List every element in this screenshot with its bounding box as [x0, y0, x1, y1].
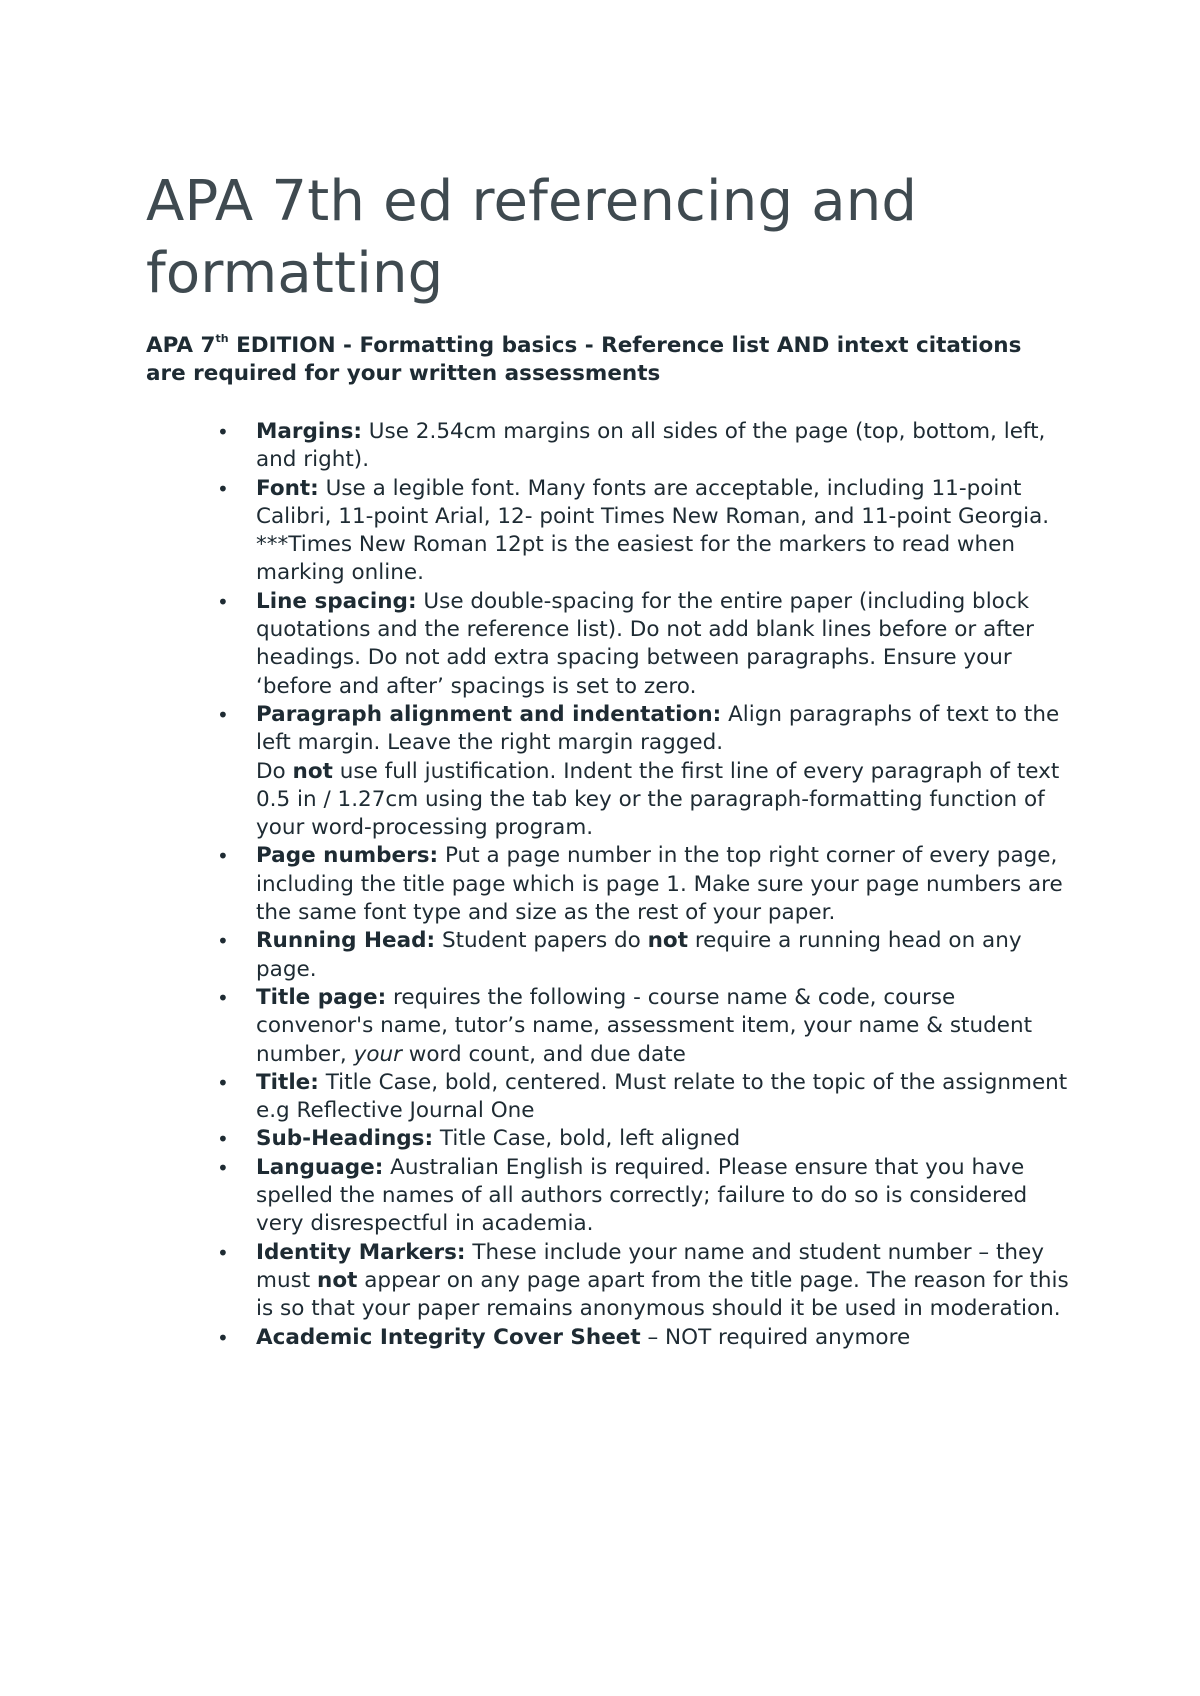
item-text: Use a legible font. Many fonts are acceptable, including 11-point Calibri, 11-point Arial, 12- point Times New Roman, and 11-point Georgia. ***Times New Roman 12pt is the easiest for the markers to read when marking online.: [256, 475, 1050, 586]
item-emphasis: not: [647, 928, 688, 954]
item-text-line: [256, 758, 1076, 843]
item-italic: your: [353, 1041, 402, 1067]
list-item-page-numbers: [256, 842, 1076, 927]
item-label: Paragraph alignment and indentation:: [256, 701, 722, 727]
item-emphasis: not: [292, 758, 333, 784]
list-item-language: [256, 1154, 1076, 1239]
item-text: Use 2.54cm margins on all sides of the page (top, bottom, left, and right).: [256, 419, 1046, 473]
item-text: Put a page number in the top right corner of every page, including the title page which is page 1. Make sure your page numbers are the same font type and size as the rest of your paper.: [256, 843, 1063, 926]
item-label: Line spacing:: [256, 588, 417, 614]
item-text: Title Case, bold, centered. Must relate to the topic of the assignment e.g Reflective Journal One: [256, 1069, 1068, 1124]
heading-part: EDITION - Formatting basics - Reference list AND intext citations are required for your written assessments: [146, 333, 1022, 386]
item-label: Title:: [256, 1069, 319, 1095]
item-text: use full justification. Indent the first line of every paragraph of text 0.5 in / 1.27cm using the tab key or the paragraph-formatting function of your word-processing program.: [256, 758, 1060, 841]
item-text: These include your name and student number – they must: [256, 1239, 1044, 1293]
list-item-identity-markers: [256, 1239, 1076, 1324]
item-text: Title Case, bold, left aligned: [433, 1126, 741, 1152]
item-text: appear on any page apart from the title page. The reason for this is so that your paper remains anonymous should it be used in moderation.: [256, 1267, 1069, 1322]
item-text: Do: [256, 758, 293, 784]
item-label: Font:: [256, 475, 319, 501]
item-text: Use double-spacing for the entire paper (including block quotations and the reference list). Do not add blank lines before or after headings. Do not add extra spacing between paragraphs. Ensure your ‘before and after’ spacings is set to zero.: [256, 588, 1034, 699]
item-text: requires the following - course name & code, course convenor's name, tutor’s name, assessment item, your name & student number,: [256, 984, 1033, 1067]
item-text: Student papers do: [435, 928, 648, 954]
list-item-line-spacing: [256, 588, 1076, 701]
list-item-sub-headings: [256, 1125, 1076, 1153]
list-item-cover-sheet: [256, 1324, 1076, 1352]
list-item-paragraph-alignment: [256, 701, 1076, 842]
heading-part: APA 7: [146, 333, 216, 358]
item-label: Title page:: [256, 984, 387, 1010]
item-text: Australian English is required. Please ensure that you have spelled the names of all authors correctly; failure to do so is considered very disrespectful in academia.: [256, 1154, 1028, 1237]
item-text: require a running head on any page.: [256, 928, 1022, 982]
heading-superscript: th: [215, 331, 229, 345]
item-text: word count, and due date: [401, 1041, 686, 1067]
list-item-font: [256, 475, 1076, 588]
formatting-list: [256, 418, 1076, 1352]
item-text: Align paragraphs of text to the left margin. Leave the right margin ragged.: [256, 701, 1060, 756]
item-label: Language:: [256, 1154, 384, 1180]
item-label: Page numbers:: [256, 843, 439, 869]
item-label: Margins:: [256, 419, 362, 444]
section-heading: [146, 332, 1066, 388]
item-label: Identity Markers:: [256, 1239, 466, 1265]
item-emphasis: not: [317, 1267, 358, 1293]
list-item-running-head: [256, 927, 1076, 984]
list-item-title-page: [256, 984, 1076, 1069]
list-item-title: [256, 1069, 1076, 1126]
item-label: Sub-Headings:: [256, 1126, 434, 1152]
page-title: APA 7th ed referencing and formatting: [146, 169, 918, 306]
item-text: – NOT required anymore: [640, 1324, 911, 1350]
item-label: Academic Integrity Cover Sheet: [256, 1324, 641, 1350]
list-item-margins: [256, 418, 1076, 475]
item-label: Running Head:: [256, 928, 436, 954]
